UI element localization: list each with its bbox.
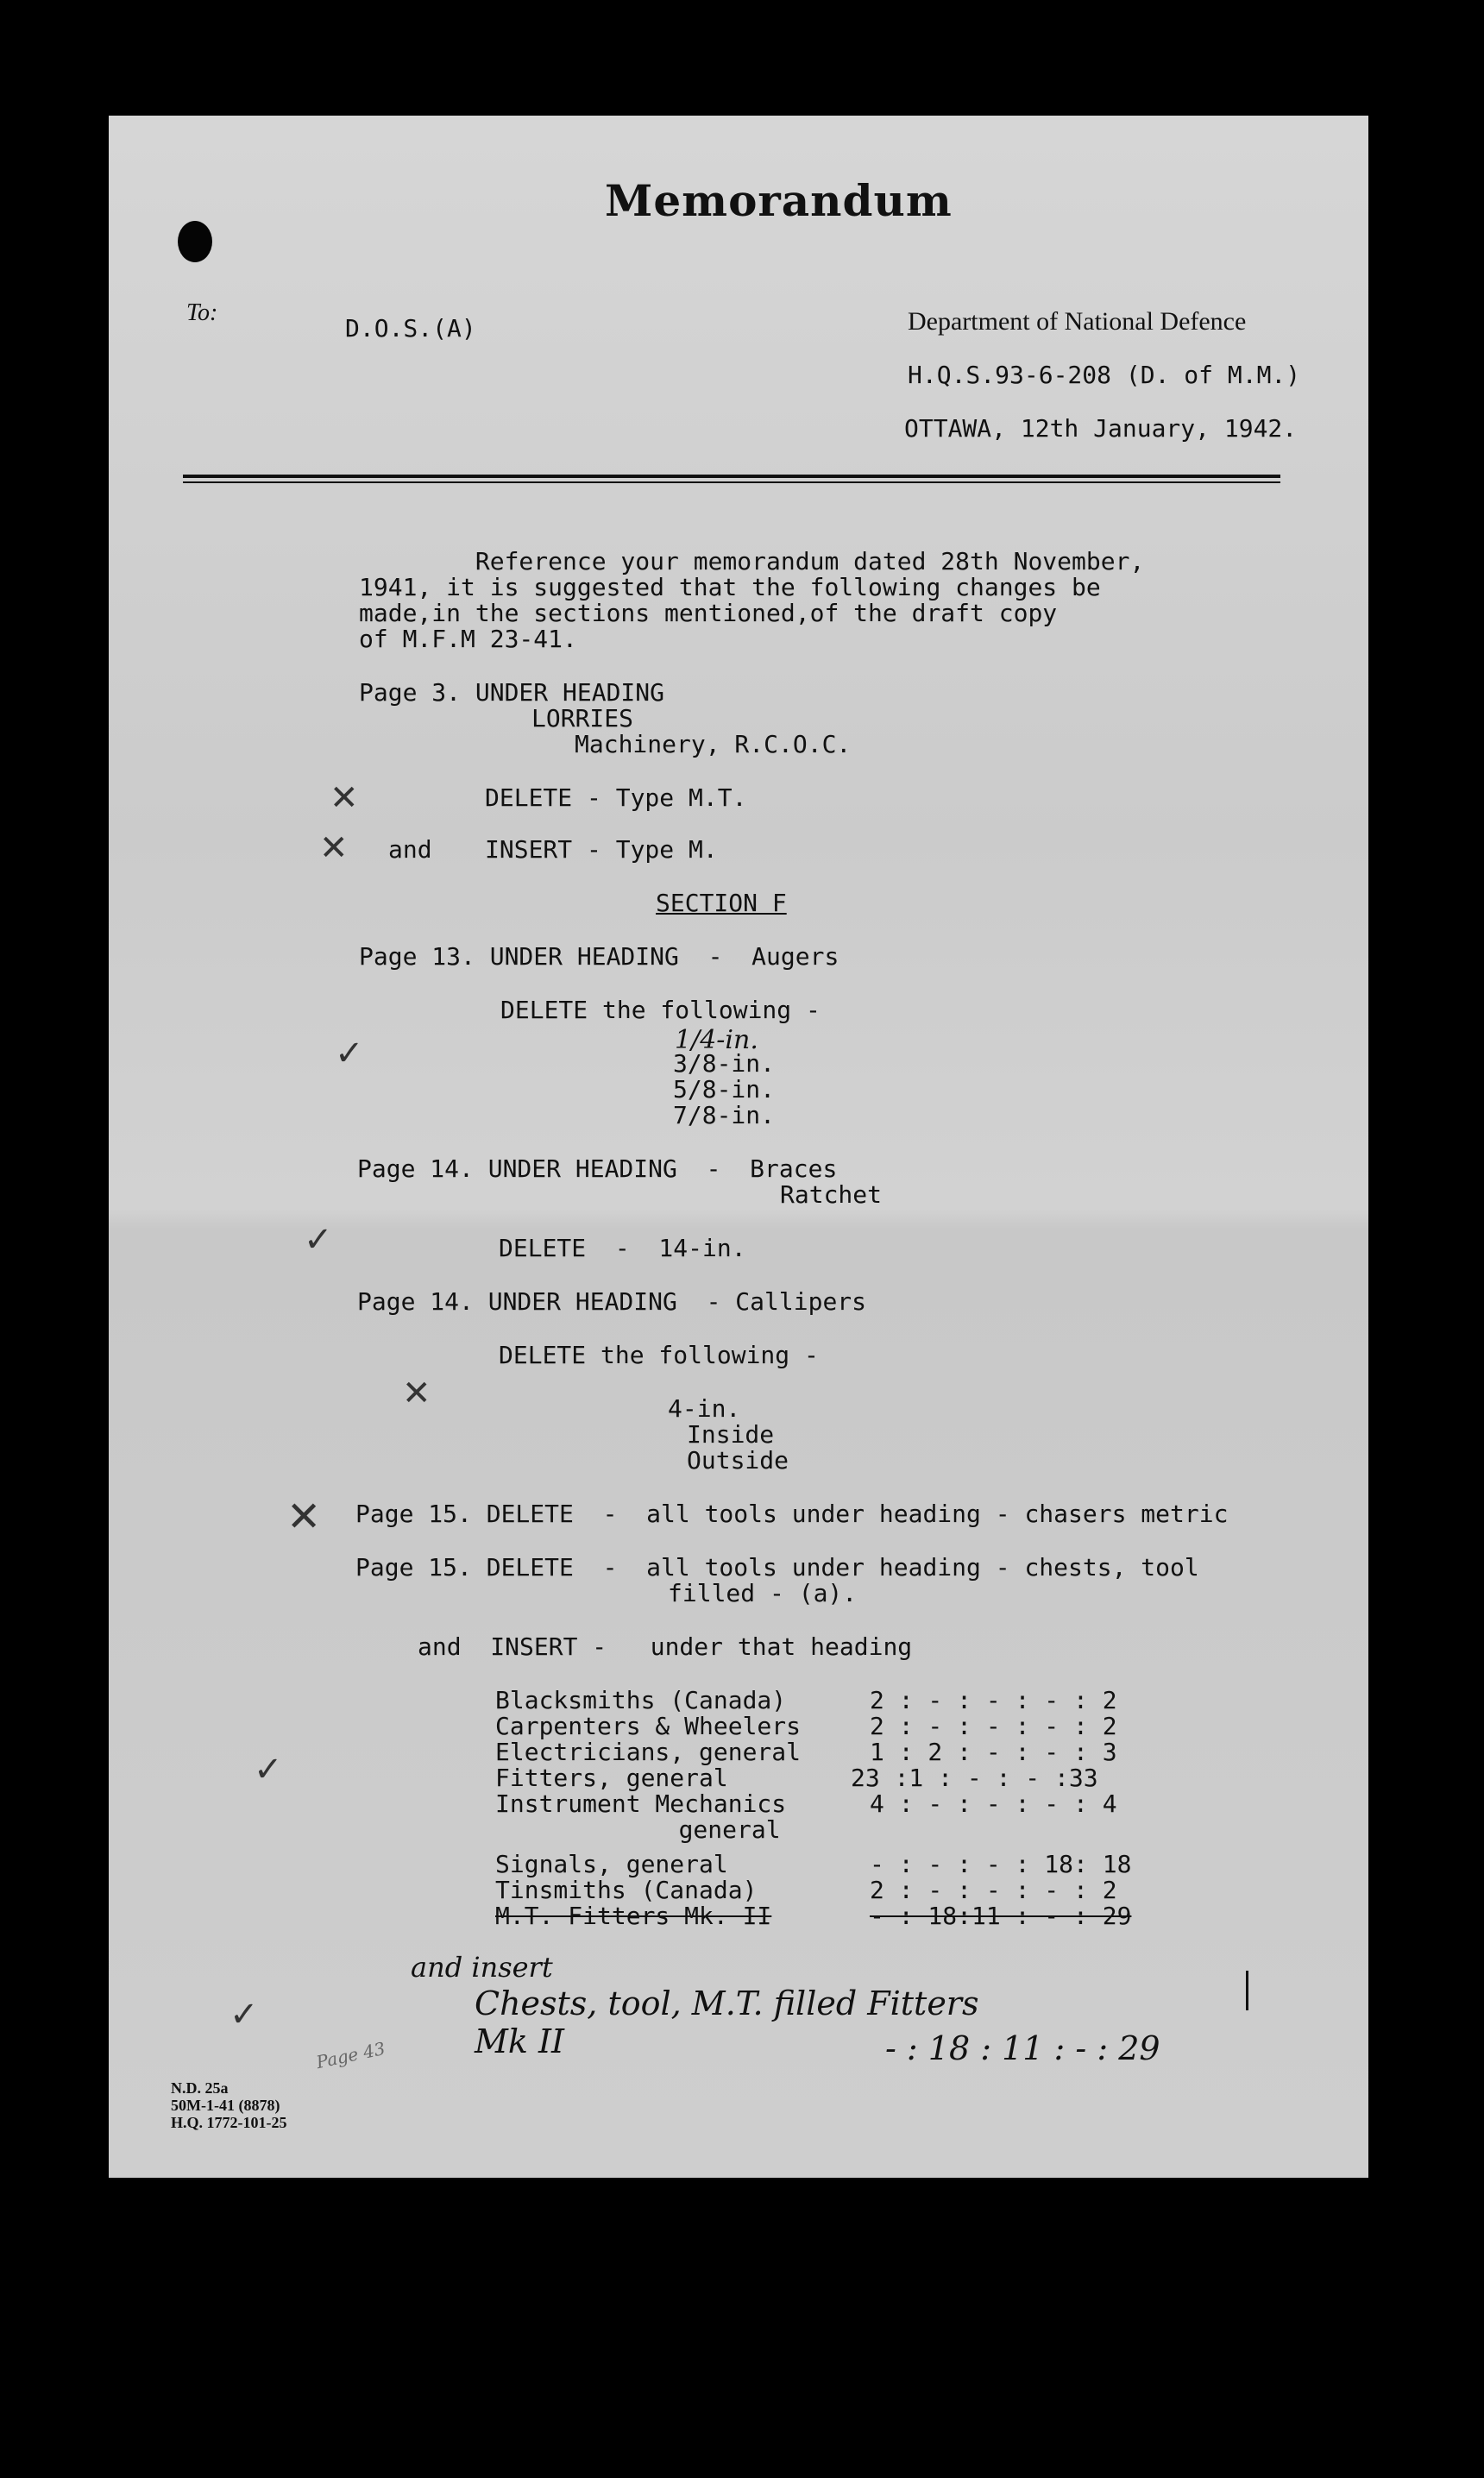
page14-braces-heading: Page 14. UNDER HEADING - Braces xyxy=(357,1154,838,1183)
page15-delete-chests: Page 15. DELETE - all tools under heading - chests, tool xyxy=(355,1553,1199,1582)
table-row-values: 23 :1 : - : - :33 xyxy=(851,1764,1098,1792)
check-mark: ✕ xyxy=(286,1493,322,1541)
intro-line-2: 1941, it is suggested that the following changes be xyxy=(359,573,1101,601)
to-value: D.O.S.(A) xyxy=(345,314,476,343)
check-mark: ✓ xyxy=(335,1034,364,1073)
handwritten-insert-text: Chests, tool, M.T. filled Fitters xyxy=(475,1984,979,2022)
check-mark: ✕ xyxy=(402,1374,431,1413)
page13-val-4: 7/8-in. xyxy=(673,1101,776,1129)
table-row-values: 4 : - : - : - : 4 xyxy=(870,1789,1117,1818)
page3-sub-lorries: LORRIES xyxy=(531,704,634,733)
table-row-name: Blacksmiths (Canada) xyxy=(495,1686,787,1714)
page3-insert: INSERT - Type M. xyxy=(485,835,718,864)
table-row-values: - : - : - : 18: 18 xyxy=(870,1850,1132,1878)
check-mark: ✓ xyxy=(254,1750,283,1789)
header-rule-bottom xyxy=(183,481,1280,483)
page15-delete-chests-cont: filled - (a). xyxy=(668,1579,858,1607)
intro-line-1: Reference your memorandum dated 28th November, xyxy=(359,547,1145,575)
section-f-heading: SECTION F xyxy=(656,889,787,917)
place-date: OTTAWA, 12th January, 1942. xyxy=(904,414,1298,443)
page14-braces-delete: DELETE - 14-in. xyxy=(499,1234,746,1262)
to-label: To: xyxy=(186,299,218,326)
check-mark: ✓ xyxy=(230,1995,259,2035)
margin-tick xyxy=(1246,1971,1248,2010)
intro-line-4: of M.F.M 23-41. xyxy=(359,625,577,653)
page13-val-2: 3/8-in. xyxy=(673,1049,776,1078)
handwritten-mk-ii: Mk II xyxy=(475,2022,565,2060)
page13-val-1: 1/4-in. xyxy=(675,1025,758,1055)
department-name: Department of National Defence xyxy=(908,307,1247,336)
page14-callipers-val-1: 4-in. xyxy=(668,1394,741,1423)
handwritten-page-ref: Page 43 xyxy=(314,2037,387,2073)
page3-sub-machinery: Machinery, R.C.O.C. xyxy=(575,730,852,758)
page14-callipers-delete: DELETE the following - xyxy=(499,1341,819,1369)
table-row-values: 2 : - : - : - : 2 xyxy=(870,1686,1117,1714)
header-rule-top xyxy=(183,475,1280,478)
file-reference: H.Q.S.93-6-208 (D. of M.M.) xyxy=(908,361,1301,389)
table-row-values: 2 : - : - : - : 2 xyxy=(870,1712,1117,1740)
punch-hole xyxy=(178,221,212,262)
table-row-values-struck: - : 18:11 : - : 29 xyxy=(870,1902,1132,1930)
table-row-name: Fitters, general xyxy=(495,1764,728,1792)
check-mark: ✕ xyxy=(319,828,349,868)
form-code-3: H.Q. 1772-101-25 xyxy=(171,2114,287,2131)
page14-callipers-heading: Page 14. UNDER HEADING - Callipers xyxy=(357,1287,867,1316)
table-row-values: 2 : - : - : - : 2 xyxy=(870,1876,1117,1904)
page3-delete: DELETE - Type M.T. xyxy=(485,783,747,812)
check-mark: ✓ xyxy=(304,1220,333,1260)
table-row-values: 1 : 2 : - : - : 3 xyxy=(870,1738,1117,1766)
memo-title: Memorandum xyxy=(605,175,953,226)
intro-line-3: made,in the sections mentioned,of the draft copy xyxy=(359,599,1058,627)
page3-heading: Page 3. UNDER HEADING xyxy=(359,678,665,707)
page13-heading: Page 13. UNDER HEADING - Augers xyxy=(359,942,839,971)
page14-callipers-val-2: Inside xyxy=(687,1420,775,1449)
handwritten-and-insert: and insert xyxy=(411,1951,553,1984)
table-row-name: Signals, general xyxy=(495,1850,728,1878)
page14-braces-sub: Ratchet xyxy=(780,1180,883,1209)
check-mark: ✕ xyxy=(330,778,359,818)
and-insert-line: and INSERT - under that heading xyxy=(418,1632,913,1661)
table-row-name-struck: M.T. Fitters Mk. II xyxy=(495,1902,772,1930)
page3-and: and xyxy=(388,835,432,864)
page14-callipers-val-3: Outside xyxy=(687,1446,789,1475)
form-code-2: 50M-1-41 (8878) xyxy=(171,2097,280,2114)
table-row-name: Instrument Mechanics xyxy=(495,1789,787,1818)
memo-sheet xyxy=(109,116,1368,2178)
page13-val-3: 5/8-in. xyxy=(673,1075,776,1104)
page13-delete: DELETE the following - xyxy=(500,996,821,1024)
handwritten-totals: - : 18 : 11 : - : 29 xyxy=(885,2029,1160,2067)
form-code-1: N.D. 25a xyxy=(171,2079,229,2097)
table-row-name: Tinsmiths (Canada) xyxy=(495,1876,758,1904)
table-row-name: Carpenters & Wheelers xyxy=(495,1712,802,1740)
table-row-name: general xyxy=(635,1815,781,1844)
page15-delete-chasers: Page 15. DELETE - all tools under heading - chasers metric xyxy=(355,1500,1229,1528)
table-row-name: Electricians, general xyxy=(495,1738,802,1766)
